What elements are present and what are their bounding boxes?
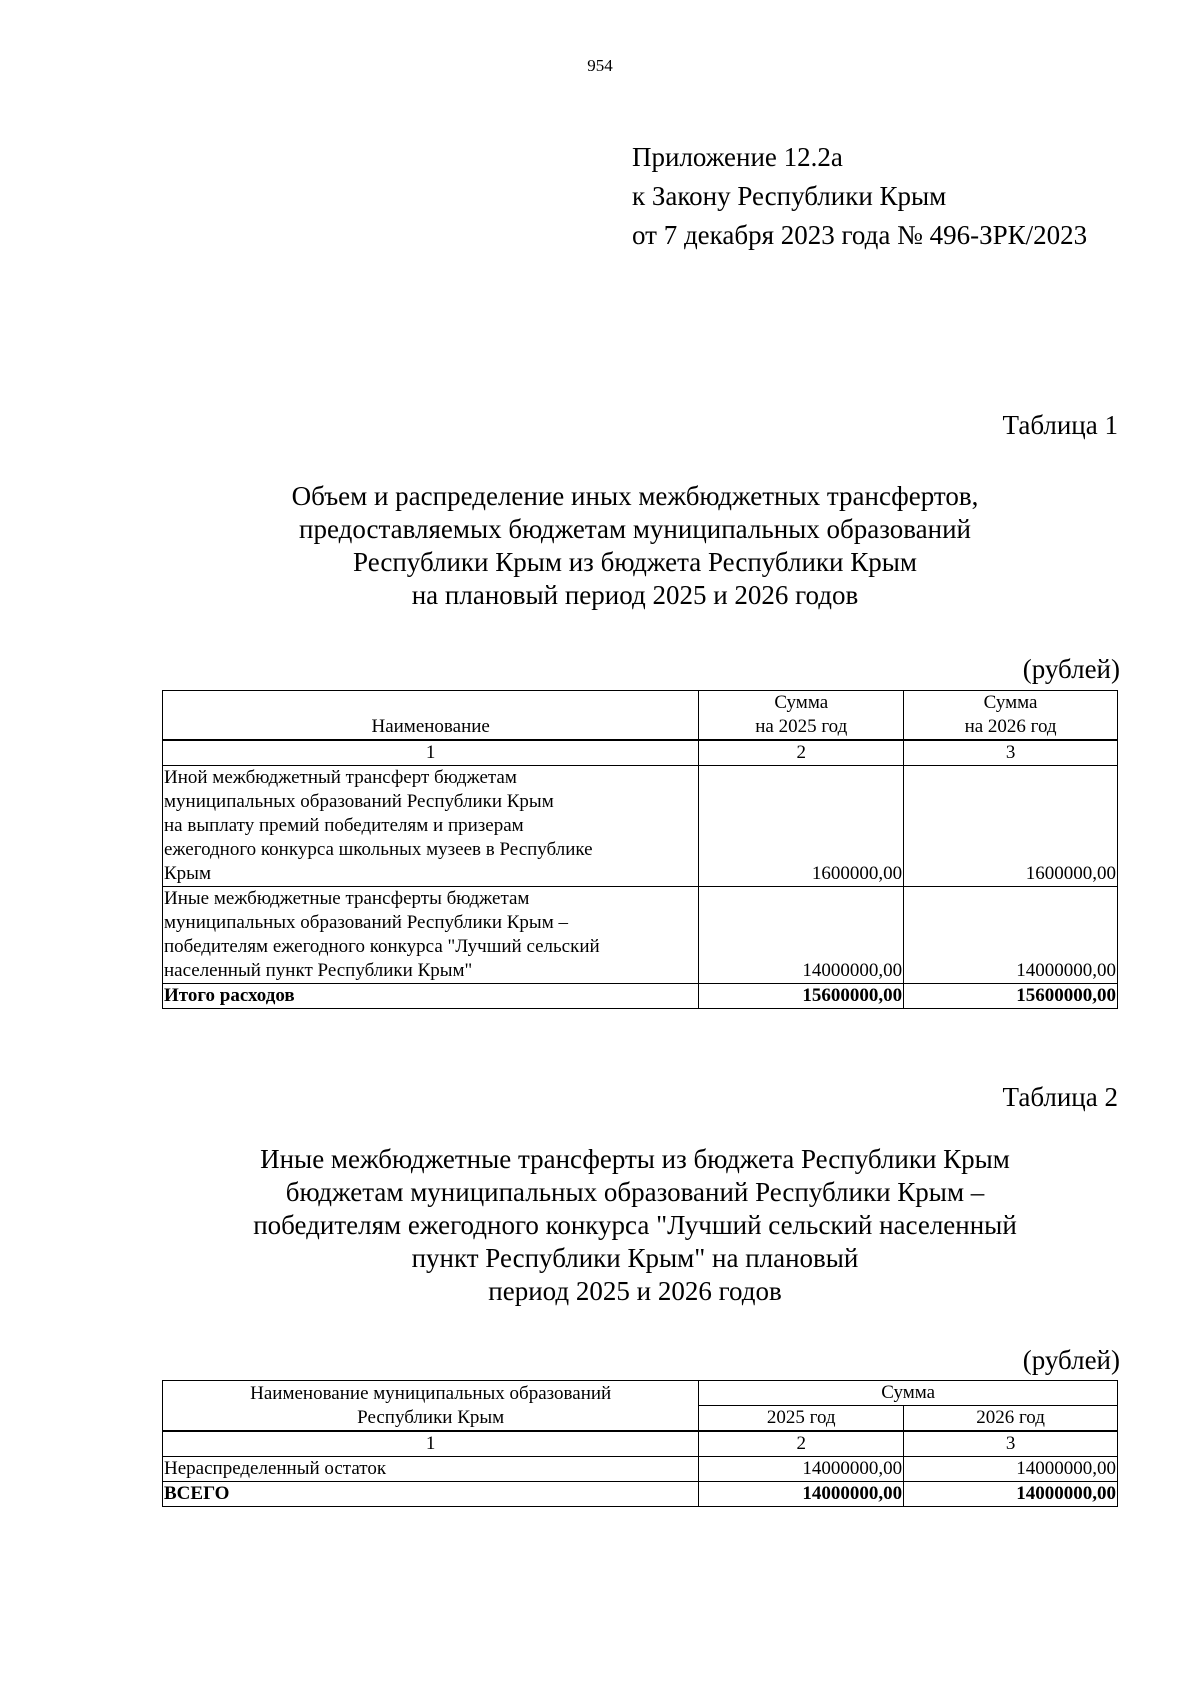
table1-total-2025: 15600000,00 xyxy=(699,984,904,1009)
header-line: на 2025 год xyxy=(755,716,848,737)
appendix-header xyxy=(632,138,1087,255)
row-name-line: Иные межбюджетные трансферты бюджетам xyxy=(164,888,530,909)
table1-row2-2025: 14000000,00 xyxy=(699,887,904,984)
table2-row1-2025: 14000000,00 xyxy=(699,1457,904,1482)
table2-row1-2026: 14000000,00 xyxy=(904,1457,1118,1482)
appendix-line-3: от 7 декабря 2023 года № 496-ЗРК/2023 xyxy=(632,220,1088,250)
table1-colnum-row xyxy=(163,741,1118,766)
table1-title xyxy=(150,480,1120,612)
row-name-line: победителям ежегодного конкурса "Лучший сельский xyxy=(164,936,600,957)
table1-title-line: на плановый период 2025 и 2026 годов xyxy=(411,580,859,610)
header-line: Республики Крым xyxy=(357,1407,505,1428)
table2-total-2025: 14000000,00 xyxy=(699,1482,904,1507)
header-line: Сумма xyxy=(983,692,1038,713)
table1-header-2026 xyxy=(904,691,1118,740)
row-name-line: Иной межбюджетный трансферт бюджетам xyxy=(164,767,517,788)
table1-label: Таблица 1 xyxy=(1002,410,1118,440)
table2-title-line: пункт Республики Крым" на плановый xyxy=(411,1243,859,1273)
table1-colnum: 3 xyxy=(904,741,1118,766)
table1 xyxy=(162,690,1118,1009)
row-name-line: Крым xyxy=(164,863,211,884)
page-number: 954 xyxy=(587,56,613,75)
header-line: на 2026 год xyxy=(964,716,1057,737)
table1-title-line: предоставляемых бюджетам муниципальных образований xyxy=(299,514,971,544)
appendix-line-1: Приложение 12.2а xyxy=(632,142,843,172)
table1-colnum: 1 xyxy=(163,741,699,766)
table2-colnum: 2 xyxy=(699,1432,904,1457)
appendix-line-2: к Закону Республики Крым xyxy=(632,181,947,211)
table1-title-line: Объем и распределение иных межбюджетных трансфертов, xyxy=(291,481,979,511)
table1-row1-name xyxy=(163,766,699,887)
table1-total-name: Итого расходов xyxy=(163,984,699,1009)
table2-title-line: победителям ежегодного конкурса "Лучший сельский населенный xyxy=(253,1210,1017,1240)
row-name-line: муниципальных образований Республики Крым xyxy=(164,791,554,812)
row-name-line: муниципальных образований Республики Крым – xyxy=(164,912,568,933)
table1-row2-2026: 14000000,00 xyxy=(904,887,1118,984)
table2-title xyxy=(150,1143,1120,1308)
table2-header-2025: 2025 год xyxy=(699,1406,904,1431)
table2-total-row xyxy=(163,1482,1118,1507)
table2-total-name: ВСЕГО xyxy=(163,1482,699,1507)
table2-units: (рублей) xyxy=(1022,1345,1120,1375)
table-row xyxy=(163,1457,1118,1482)
table1-units: (рублей) xyxy=(1022,654,1120,684)
table2-title-line: период 2025 и 2026 годов xyxy=(488,1276,782,1306)
row-name-line: ежегодного конкурса школьных музеев в Республике xyxy=(164,839,593,860)
table2-header-2026: 2026 год xyxy=(904,1406,1118,1431)
row-name-line: на выплату премий победителям и призерам xyxy=(164,815,524,836)
header-line: Наименование муниципальных образований xyxy=(250,1383,612,1404)
table-row xyxy=(163,887,1118,984)
table2-total-2026: 14000000,00 xyxy=(904,1482,1118,1507)
table1-total-row xyxy=(163,984,1118,1009)
table2-row1-name: Нераспределенный остаток xyxy=(163,1457,699,1482)
table1-title-line: Республики Крым из бюджета Республики Крым xyxy=(353,547,917,577)
table2-header-sum: Сумма xyxy=(699,1381,1118,1406)
table2 xyxy=(162,1380,1118,1507)
table2-label: Таблица 2 xyxy=(1002,1082,1118,1112)
header-line: Сумма xyxy=(774,692,829,713)
table1-row1-2026: 1600000,00 xyxy=(904,766,1118,887)
table1-header-name: Наименование xyxy=(163,691,699,740)
table1-row2-name xyxy=(163,887,699,984)
table1-colnum: 2 xyxy=(699,741,904,766)
table2-colnum: 3 xyxy=(904,1432,1118,1457)
table2-colnum: 1 xyxy=(163,1432,699,1457)
table2-header-name xyxy=(163,1381,699,1431)
row-name-line: населенный пункт Республики Крым" xyxy=(164,960,473,981)
table-row xyxy=(163,766,1118,887)
table1-row1-2025: 1600000,00 xyxy=(699,766,904,887)
table2-header-row xyxy=(163,1381,1118,1406)
table2-title-line: бюджетам муниципальных образований Республики Крым – xyxy=(285,1177,985,1207)
table1-total-2026: 15600000,00 xyxy=(904,984,1118,1009)
table2-colnum-row xyxy=(163,1432,1118,1457)
table2-title-line: Иные межбюджетные трансферты из бюджета Республики Крым xyxy=(260,1144,1010,1174)
table1-header-2025 xyxy=(699,691,904,740)
table1-header-row xyxy=(163,691,1118,740)
